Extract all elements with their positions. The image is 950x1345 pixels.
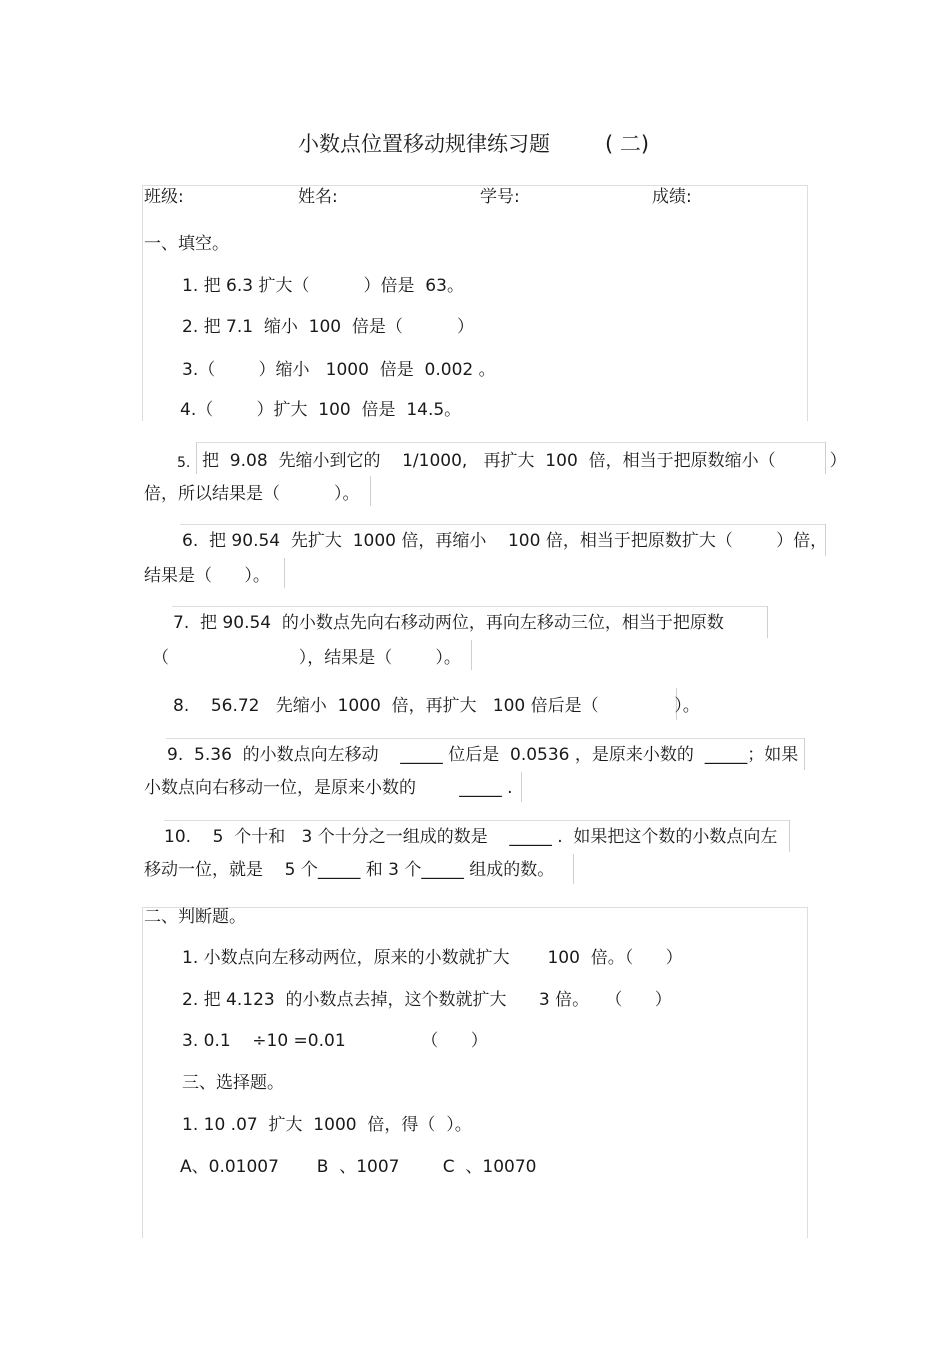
s1-question-2: 2. 把 7.1 缩小 100 倍是（ ）	[182, 317, 474, 337]
q5-left-border	[196, 442, 197, 474]
q7b-right-border	[471, 640, 472, 670]
q5-top-border	[196, 442, 825, 443]
section3-heading: 三、选择题。	[182, 1073, 284, 1093]
s1-question-6-line1: 6. 把 90.54 先扩大 1000 倍，再缩小 100 倍，相当于把原数扩大（ ）倍，	[182, 531, 828, 551]
s1-question-6-line2: 结果是（ ）。	[144, 566, 270, 586]
class-label: 班级:	[144, 187, 184, 207]
s2-question-1: 1. 小数点向左移动两位，原来的小数就扩大 100 倍。（ ）	[182, 948, 683, 968]
header-info-frame	[142, 185, 808, 421]
score-label: 成绩:	[652, 187, 692, 207]
s2-question-2: 2. 把 4.123 的小数点去掉，这个数就扩大 3 倍。 （ ）	[182, 990, 672, 1010]
q5b-right-border	[370, 476, 371, 506]
s1-question-7-line2: （ ），结果是（ ）。	[152, 648, 461, 668]
s1-question-5-number: 5.	[177, 455, 191, 471]
s2-question-3: 3. 0.1 ÷10 =0.01 （ ）	[182, 1031, 488, 1051]
page-title: 小数点位置移动规律练习题	[298, 132, 550, 156]
page-title-suffix: ( 二)	[605, 132, 650, 156]
s1-question-4: 4.（ ）扩大 100 倍是 14.5。	[180, 400, 462, 420]
s3-question-1: 1. 10 .07 扩大 1000 倍，得（ ）。	[182, 1115, 472, 1135]
section2-heading: 二、判断题。	[144, 907, 246, 927]
q9-right-border	[804, 738, 805, 770]
s1-question-10-line2: 移动一位，就是 5 个_____ 和 3 个_____ 组成的数。	[144, 860, 555, 880]
s1-question-5-line1: 把 9.08 先缩小到它的 1/1000, 再扩大 100 倍，相当于把原数缩小（ ）	[202, 451, 847, 471]
q7-right-border	[767, 606, 768, 638]
s1-question-9-line1: 9. 5.36 的小数点向左移动 _____ 位后是 0.0536 ，是原来小数的 _____；如果	[167, 745, 799, 765]
student-id-label: 学号:	[480, 187, 520, 207]
q6b-right-border	[284, 558, 285, 588]
s1-question-10-line1: 10. 5 个十和 3 个十分之一组成的数是 _____ . 如果把这个数的小数点向左	[164, 827, 778, 847]
s1-question-5-line2: 倍，所以结果是（ ）。	[144, 484, 360, 504]
q9b-right-border	[521, 772, 522, 802]
name-label: 姓名:	[298, 187, 338, 207]
s1-question-8: 8. 56.72 先缩小 1000 倍，再扩大 100 倍后是（ ）。	[173, 696, 700, 716]
s1-question-9-line2: 小数点向右移动一位，是原来小数的 _____ .	[144, 778, 513, 798]
q6-top-border	[180, 524, 825, 525]
q10b-right-border	[573, 854, 574, 884]
s1-question-7-line1: 7. 把 90.54 的小数点先向右移动两位，再向左移动三位，相当于把原数	[173, 613, 724, 633]
q7-top-border	[172, 606, 767, 607]
q9-top-border	[166, 738, 804, 739]
s3-question-1-options: A、0.01007 B 、1007 C 、10070	[180, 1157, 537, 1177]
q10-right-border	[789, 820, 790, 852]
s1-question-3: 3.（ ）缩小 1000 倍是 0.002 。	[182, 360, 496, 380]
section1-heading: 一、填空。	[144, 234, 229, 254]
s1-question-1: 1. 把 6.3 扩大（ ）倍是 63。	[182, 276, 464, 296]
q10-top-border	[164, 820, 789, 821]
